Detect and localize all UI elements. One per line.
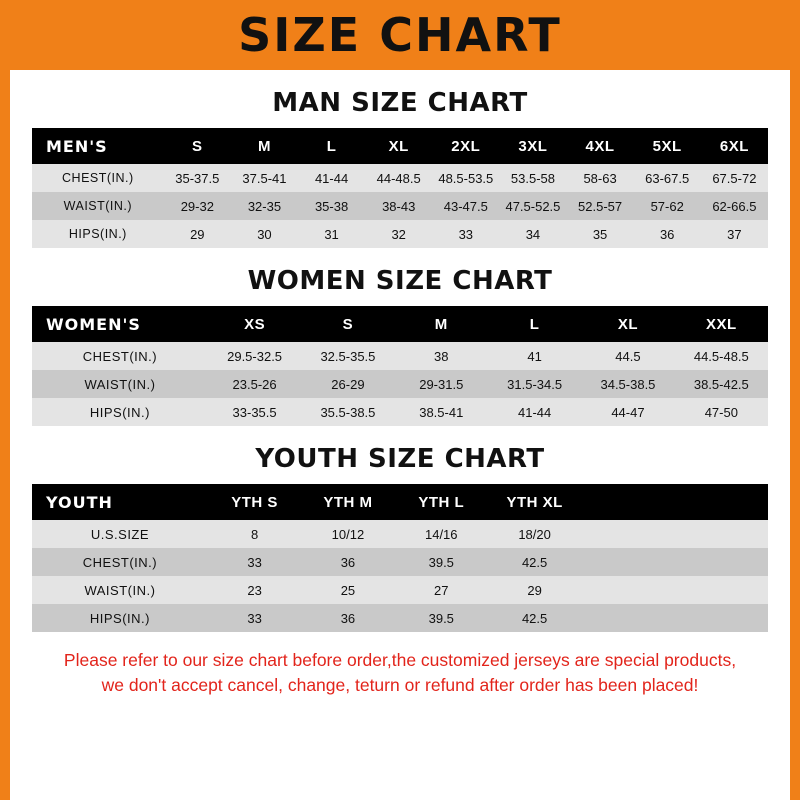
youth-waist-s: 23 xyxy=(208,576,301,604)
man-size-table xyxy=(32,128,768,248)
table-row xyxy=(32,548,768,576)
youth-chest-blank2 xyxy=(675,548,768,576)
women-row-label-header: WOMEN'S xyxy=(32,306,208,342)
table-row xyxy=(32,220,768,248)
youth-us-size-l: 14/16 xyxy=(395,520,488,548)
youth-row-label-chest: CHEST(IN.) xyxy=(32,548,208,576)
women-col-header-l: L xyxy=(488,306,581,342)
table-row xyxy=(32,520,768,548)
youth-chest-xl: 42.5 xyxy=(488,548,581,576)
women-size-table xyxy=(32,306,768,426)
youth-col-header-s: YTH S xyxy=(208,484,301,520)
women-col-header-xxl: XXL xyxy=(675,306,768,342)
man-hips-3xl: 34 xyxy=(499,220,566,248)
man-waist-2xl: 43-47.5 xyxy=(432,192,499,220)
man-row-label-waist: WAIST(IN.) xyxy=(32,192,164,220)
youth-chest-s: 33 xyxy=(208,548,301,576)
page-title: SIZE CHART xyxy=(238,8,562,62)
table-row xyxy=(32,604,768,632)
women-waist-l: 31.5-34.5 xyxy=(488,370,581,398)
man-hips-6xl: 37 xyxy=(701,220,768,248)
women-chest-l: 41 xyxy=(488,342,581,370)
youth-waist-xl: 29 xyxy=(488,576,581,604)
women-waist-s: 26-29 xyxy=(301,370,394,398)
youth-chest-m: 36 xyxy=(301,548,394,576)
youth-us-size-blank2 xyxy=(675,520,768,548)
youth-table-body xyxy=(32,520,768,632)
footer-line-1: Please refer to our size chart before order,the customized jerseys are special products, xyxy=(63,650,737,670)
man-chest-l: 41-44 xyxy=(298,164,365,192)
man-col-header-s: S xyxy=(164,128,231,164)
table-row xyxy=(32,192,768,220)
women-hips-xl: 44-47 xyxy=(581,398,674,426)
section-title-youth: YOUTH SIZE CHART xyxy=(255,444,545,474)
section-youth-size-chart xyxy=(32,444,768,632)
man-col-header-5xl: 5XL xyxy=(634,128,701,164)
women-table-header xyxy=(32,306,768,342)
women-hips-s: 35.5-38.5 xyxy=(301,398,394,426)
youth-hips-blank2 xyxy=(675,604,768,632)
man-chest-2xl: 48.5-53.5 xyxy=(432,164,499,192)
man-hips-4xl: 35 xyxy=(567,220,634,248)
youth-us-size-blank1 xyxy=(581,520,674,548)
youth-hips-blank1 xyxy=(581,604,674,632)
youth-hips-m: 36 xyxy=(301,604,394,632)
youth-hips-xl: 42.5 xyxy=(488,604,581,632)
man-waist-6xl: 62-66.5 xyxy=(701,192,768,220)
table-header-row xyxy=(32,484,768,520)
section-title-man: MAN SIZE CHART xyxy=(272,88,528,118)
women-row-label-hips: HIPS(IN.) xyxy=(32,398,208,426)
man-row-label-hips: HIPS(IN.) xyxy=(32,220,164,248)
man-chest-m: 37.5-41 xyxy=(231,164,298,192)
women-chest-xxl: 44.5-48.5 xyxy=(675,342,768,370)
section-man-size-chart xyxy=(32,88,768,248)
footer-line-2: we don't accept cancel, change, teturn or refund after order has been placed! xyxy=(101,674,699,695)
man-chest-3xl: 53.5-58 xyxy=(499,164,566,192)
youth-us-size-m: 10/12 xyxy=(301,520,394,548)
man-col-header-2xl: 2XL xyxy=(432,128,499,164)
women-chest-xs: 29.5-32.5 xyxy=(208,342,301,370)
women-col-header-s: S xyxy=(301,306,394,342)
man-chest-s: 35-37.5 xyxy=(164,164,231,192)
man-chest-xl: 44-48.5 xyxy=(365,164,432,192)
youth-row-label-us-size: U.S.SIZE xyxy=(32,520,208,548)
man-waist-m: 32-35 xyxy=(231,192,298,220)
man-waist-s: 29-32 xyxy=(164,192,231,220)
man-hips-m: 30 xyxy=(231,220,298,248)
women-chest-xl: 44.5 xyxy=(581,342,674,370)
youth-row-label-header: YOUTH xyxy=(32,484,208,520)
man-table-body xyxy=(32,164,768,248)
man-waist-xl: 38-43 xyxy=(365,192,432,220)
table-row xyxy=(32,370,768,398)
youth-col-header-blank2 xyxy=(675,484,768,520)
youth-chest-l: 39.5 xyxy=(395,548,488,576)
man-table-header xyxy=(32,128,768,164)
man-col-header-4xl: 4XL xyxy=(567,128,634,164)
header-banner xyxy=(0,0,800,70)
man-hips-2xl: 33 xyxy=(432,220,499,248)
man-col-header-6xl: 6XL xyxy=(701,128,768,164)
women-waist-xs: 23.5-26 xyxy=(208,370,301,398)
man-col-header-xl: XL xyxy=(365,128,432,164)
table-row xyxy=(32,576,768,604)
youth-us-size-s: 8 xyxy=(208,520,301,548)
man-col-header-l: L xyxy=(298,128,365,164)
youth-col-header-m: YTH M xyxy=(301,484,394,520)
chart-content xyxy=(10,88,790,697)
youth-row-label-waist: WAIST(IN.) xyxy=(32,576,208,604)
table-header-row xyxy=(32,306,768,342)
man-hips-s: 29 xyxy=(164,220,231,248)
youth-waist-blank1 xyxy=(581,576,674,604)
women-table-body xyxy=(32,342,768,426)
man-waist-3xl: 47.5-52.5 xyxy=(499,192,566,220)
youth-row-label-hips: HIPS(IN.) xyxy=(32,604,208,632)
women-hips-xs: 33-35.5 xyxy=(208,398,301,426)
man-hips-l: 31 xyxy=(298,220,365,248)
section-women-size-chart xyxy=(32,266,768,426)
women-hips-xxl: 47-50 xyxy=(675,398,768,426)
women-hips-m: 38.5-41 xyxy=(395,398,488,426)
women-row-label-waist: WAIST(IN.) xyxy=(32,370,208,398)
youth-us-size-xl: 18/20 xyxy=(488,520,581,548)
women-chest-m: 38 xyxy=(395,342,488,370)
youth-waist-l: 27 xyxy=(395,576,488,604)
women-chest-s: 32.5-35.5 xyxy=(301,342,394,370)
man-hips-5xl: 36 xyxy=(634,220,701,248)
youth-size-table xyxy=(32,484,768,632)
youth-col-header-xl: YTH XL xyxy=(488,484,581,520)
women-waist-xl: 34.5-38.5 xyxy=(581,370,674,398)
women-col-header-xl: XL xyxy=(581,306,674,342)
table-row xyxy=(32,342,768,370)
youth-hips-s: 33 xyxy=(208,604,301,632)
man-chest-4xl: 58-63 xyxy=(567,164,634,192)
women-row-label-chest: CHEST(IN.) xyxy=(32,342,208,370)
women-col-header-m: M xyxy=(395,306,488,342)
youth-table-header xyxy=(32,484,768,520)
youth-waist-blank2 xyxy=(675,576,768,604)
man-chest-5xl: 63-67.5 xyxy=(634,164,701,192)
man-col-header-m: M xyxy=(231,128,298,164)
women-hips-l: 41-44 xyxy=(488,398,581,426)
youth-hips-l: 39.5 xyxy=(395,604,488,632)
women-waist-m: 29-31.5 xyxy=(395,370,488,398)
footer-disclaimer xyxy=(32,648,768,697)
youth-waist-m: 25 xyxy=(301,576,394,604)
man-chest-6xl: 67.5-72 xyxy=(701,164,768,192)
man-waist-5xl: 57-62 xyxy=(634,192,701,220)
table-header-row xyxy=(32,128,768,164)
man-row-label-header: MEN'S xyxy=(32,128,164,164)
youth-col-header-blank1 xyxy=(581,484,674,520)
women-waist-xxl: 38.5-42.5 xyxy=(675,370,768,398)
table-row xyxy=(32,164,768,192)
youth-chest-blank1 xyxy=(581,548,674,576)
women-col-header-xs: XS xyxy=(208,306,301,342)
section-title-women: WOMEN SIZE CHART xyxy=(247,266,553,296)
man-waist-l: 35-38 xyxy=(298,192,365,220)
table-row xyxy=(32,398,768,426)
man-col-header-3xl: 3XL xyxy=(499,128,566,164)
man-row-label-chest: CHEST(IN.) xyxy=(32,164,164,192)
youth-col-header-l: YTH L xyxy=(395,484,488,520)
man-hips-xl: 32 xyxy=(365,220,432,248)
man-waist-4xl: 52.5-57 xyxy=(567,192,634,220)
